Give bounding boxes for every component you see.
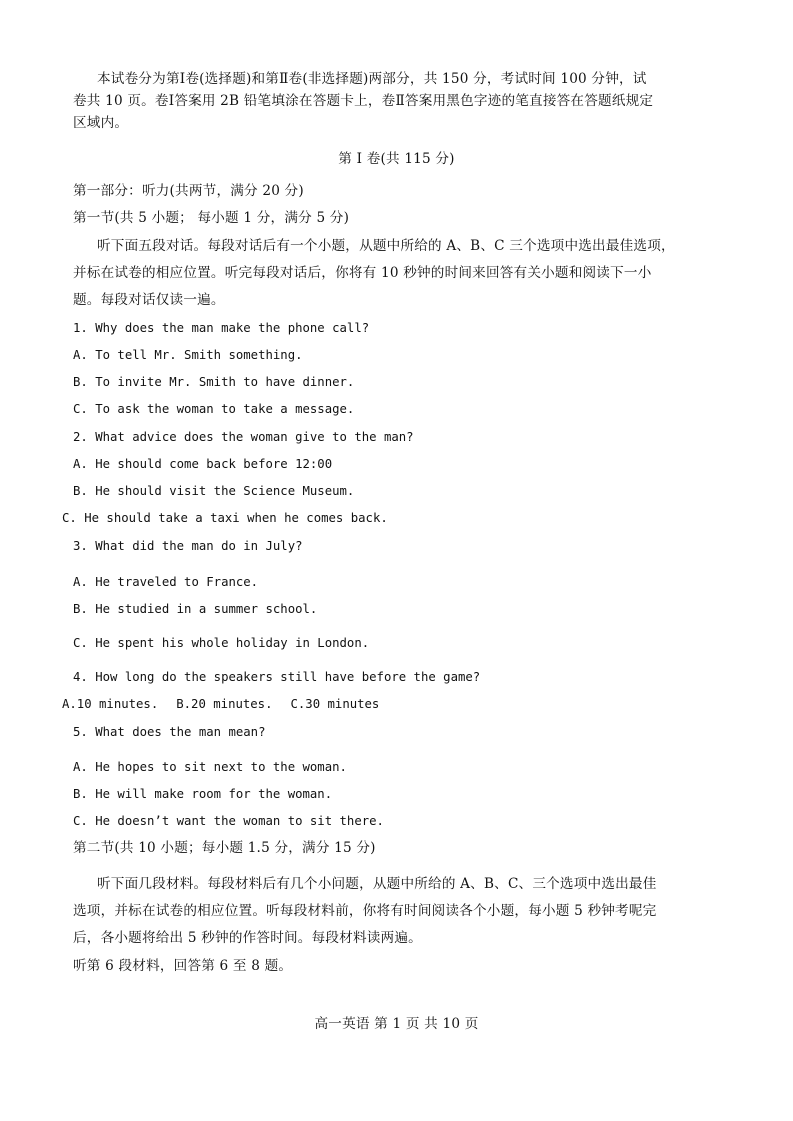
section1-instruction-1: 听下面五段对话。每段对话后有一个小题，从题中所给的 A、B、C 三个选项中选出最佳选项， — [97, 238, 675, 254]
page-footer: 高一英语 第 1 页 共 10 页 — [314, 1016, 479, 1032]
section2-instruction-2: 选项，并标在试卷的相应位置。听每段材料前，你将有时间阅读各个小题，每小题 5 秒钟考呢完 — [73, 903, 657, 919]
question-5-option-a: A. He hopes to sit next to the woman. — [73, 760, 347, 774]
question-3-option-c: C. He spent his whole holiday in London. — [73, 636, 370, 650]
question-1-option-a: A. To tell Mr. Smith something. — [73, 348, 303, 362]
section2-title: 第二节(共 10 小题；每小题 1.5 分，满分 15 分) — [73, 840, 376, 856]
question-5-option-b: B. He will make room for the woman. — [73, 787, 333, 801]
question-4-option-b: B.20 minutes. — [176, 697, 273, 711]
section1-instruction-3: 题。每段对话仅读一遍。 — [73, 292, 225, 308]
intro-line-2: 卷共 10 页。卷Ⅰ答案用 2B 铅笔填涂在答题卡上，卷Ⅱ答案用黑色字迹的笔直接答在答题纸规定 — [73, 93, 654, 109]
question-2: 2. What advice does the woman give to the man? — [73, 430, 414, 444]
question-4-option-a: A.10 minutes. — [62, 697, 159, 711]
part1-title: 第一部分：听力(共两节，满分 20 分) — [73, 183, 304, 199]
section2-instruction-3: 后，各小题将给出 5 秒钟的作答时间。每段材料读两遍。 — [73, 930, 422, 946]
question-4-option-c: C.30 minutes — [290, 697, 380, 711]
question-1-option-c: C. To ask the woman to take a message. — [73, 402, 355, 416]
question-4-options — [62, 695, 379, 713]
question-1: 1. Why does the man make the phone call? — [73, 321, 370, 335]
section1-instruction-2: 并标在试卷的相应位置。听完每段对话后，你将有 10 秒钟的时间来回答有关小题和阅读下一小 — [73, 265, 652, 281]
question-1-option-b: B. To invite Mr. Smith to have dinner. — [73, 375, 355, 389]
volume-title: 第 Ⅰ 卷(共 115 分) — [338, 151, 455, 167]
question-5: 5. What does the man mean? — [73, 725, 266, 739]
question-2-option-b: B. He should visit the Science Museum. — [73, 484, 355, 498]
intro-line-3: 区域内。 — [73, 115, 129, 131]
question-2-option-c: C. He should take a taxi when he comes back. — [62, 511, 388, 525]
section1-title: 第一节(共 5 小题； 每小题 1 分，满分 5 分) — [73, 210, 350, 226]
question-5-option-c: C. He doesn’t want the woman to sit there. — [73, 814, 384, 828]
question-3: 3. What did the man do in July? — [73, 539, 303, 553]
question-2-option-a: A. He should come back before 12:00 — [73, 457, 333, 471]
question-4: 4. How long do the speakers still have before the game? — [73, 670, 481, 684]
intro-line-1: 本试卷分为第Ⅰ卷(选择题)和第Ⅱ卷(非选择题)两部分，共 150 分，考试时间 100 分钟，试 — [97, 71, 647, 87]
section2-instruction-1: 听下面几段材料。每段材料后有几个小问题，从题中所给的 A、B、C、三个选项中选出最佳 — [97, 876, 657, 892]
question-3-option-b: B. He studied in a summer school. — [73, 602, 318, 616]
material-6-heading: 听第 6 段材料，回答第 6 至 8 题。 — [73, 958, 293, 974]
question-3-option-a: A. He traveled to France. — [73, 575, 259, 589]
